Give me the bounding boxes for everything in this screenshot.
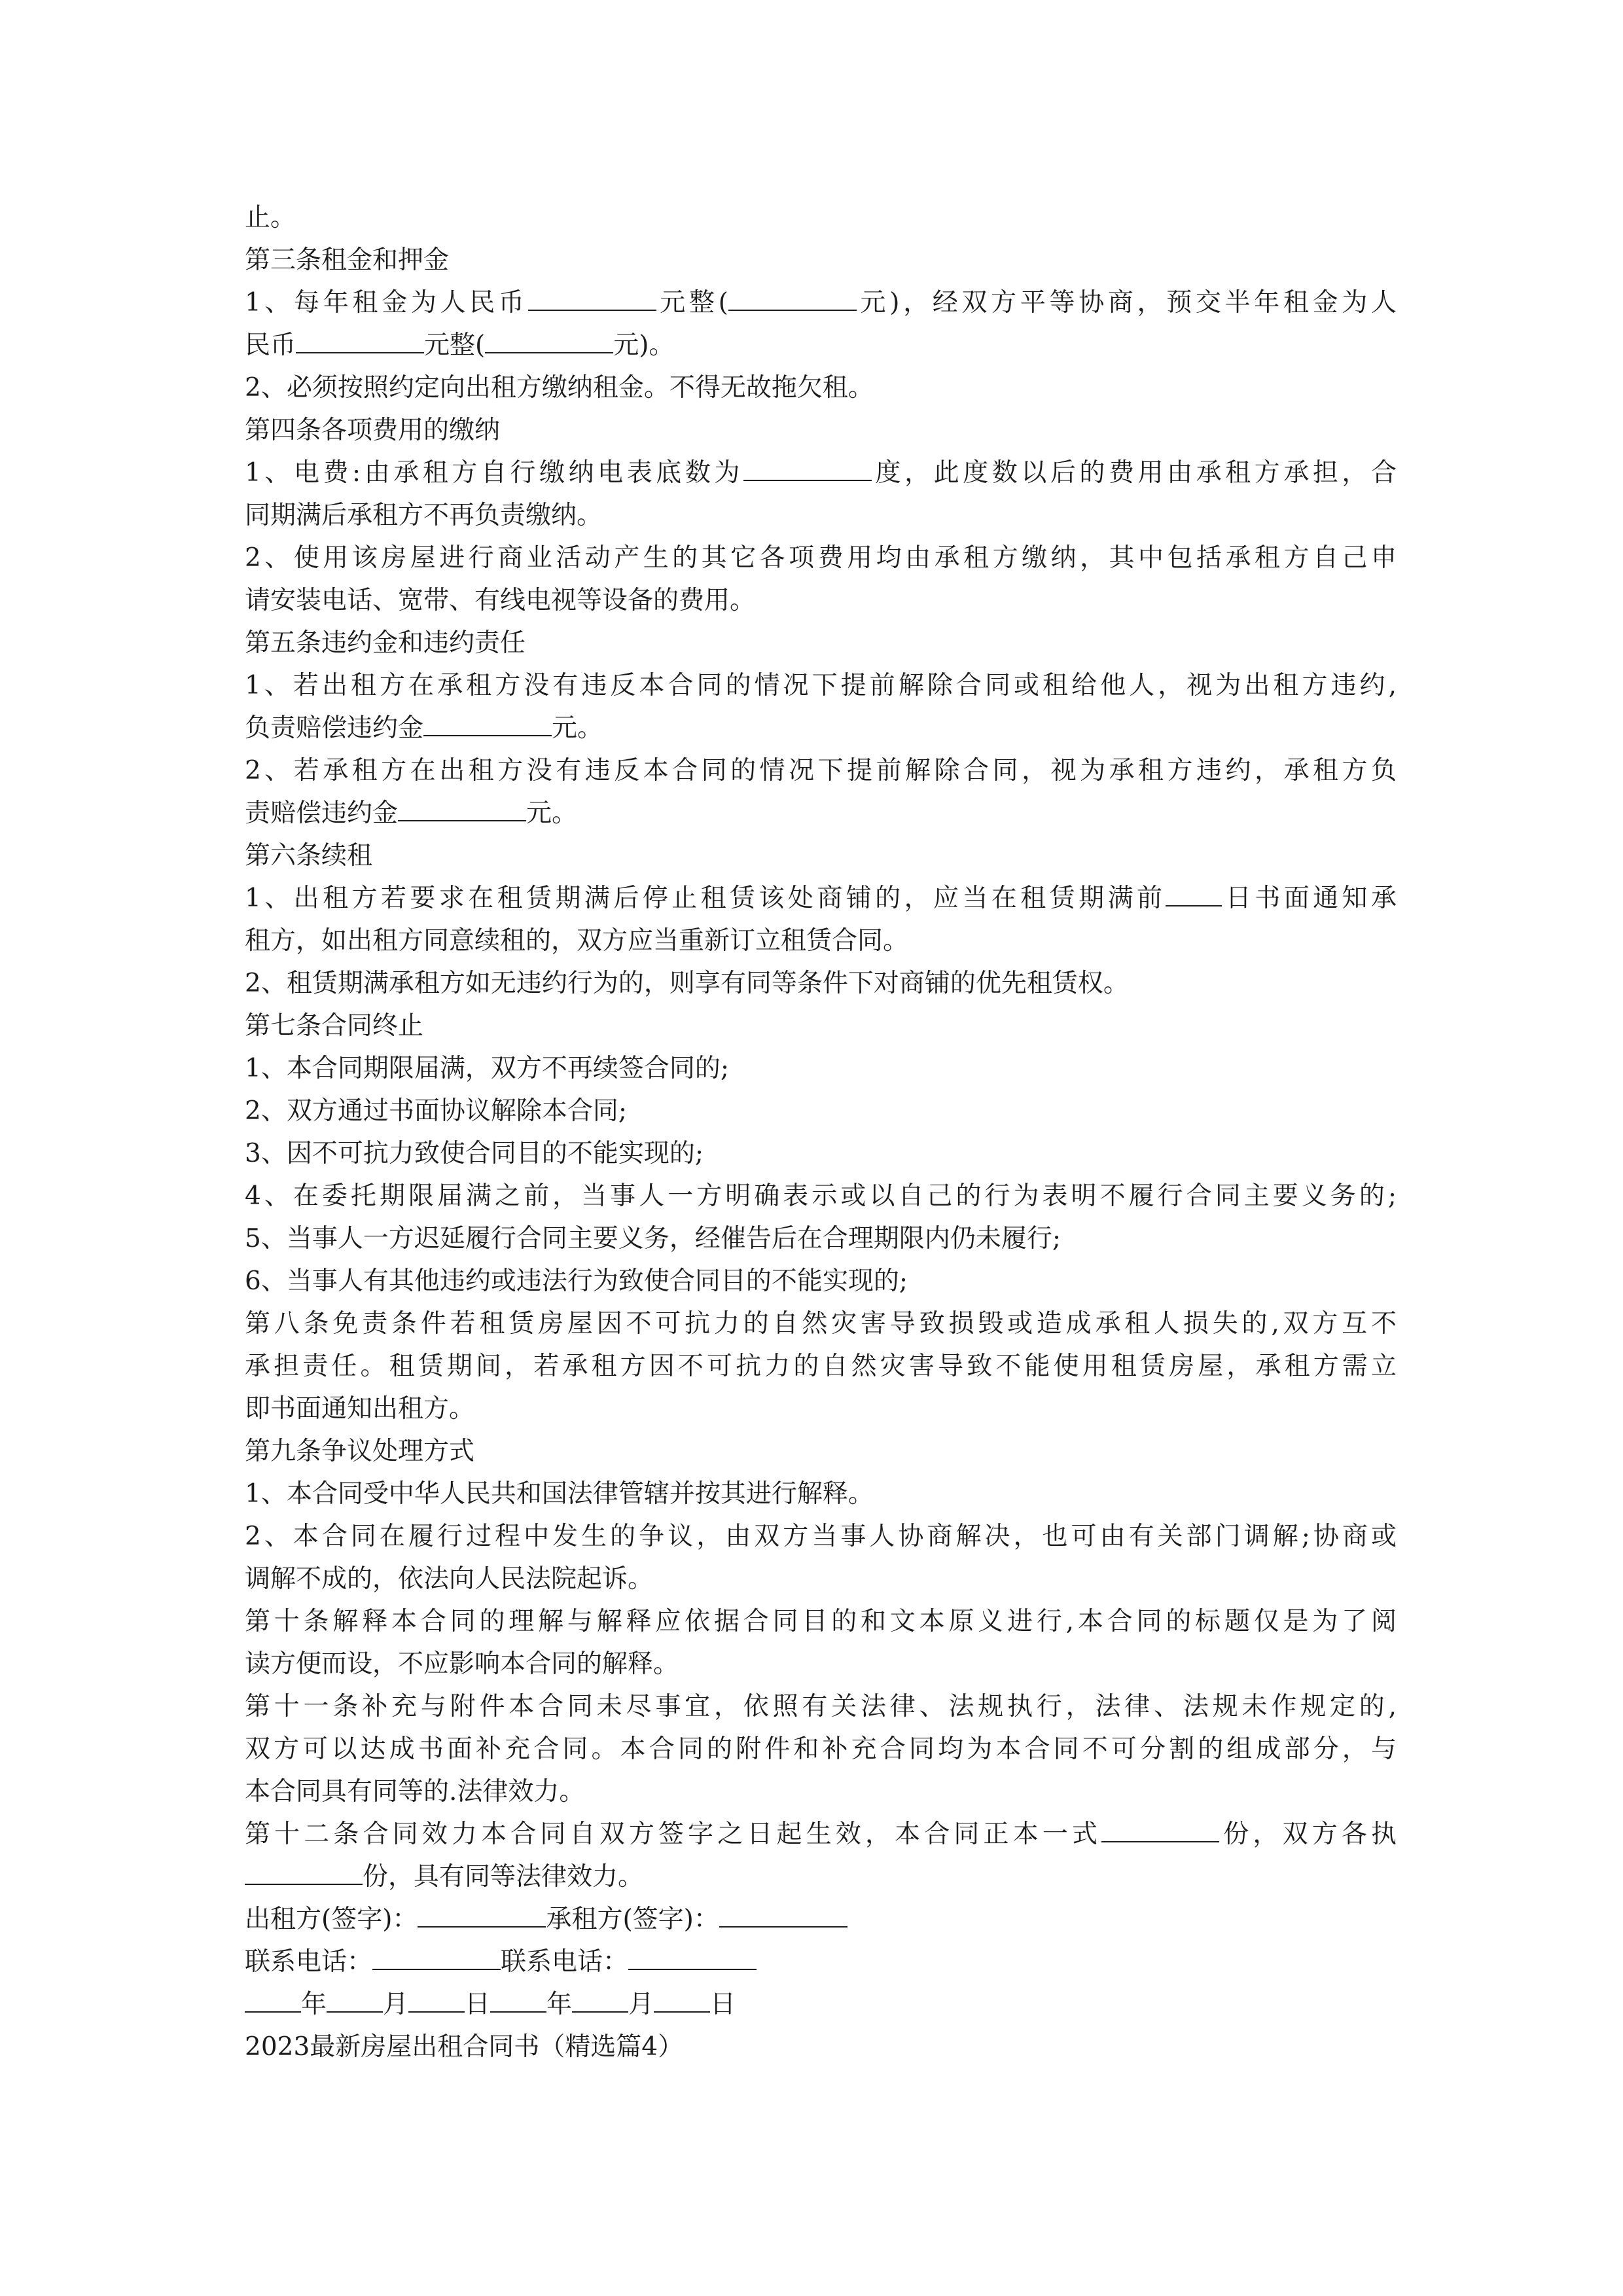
text-line (245, 196, 1397, 239)
year-label: 年 (546, 1990, 573, 2019)
month-label: 月 (383, 1990, 409, 2019)
fill-blank[interactable] (423, 709, 552, 736)
text-line (245, 1685, 1397, 1728)
line-text: 1、出租方若要求在租赁期满后停止租赁该处商铺的，应当在租赁期满前 (245, 884, 1166, 913)
text-line (245, 707, 1397, 749)
section-heading (245, 409, 1397, 452)
line-text: 2、租赁期满承租方如无违约行为的，则享有同等条件下对商铺的优先租赁权。 (245, 969, 1129, 998)
line-text: 元整( (424, 331, 486, 360)
text-line (245, 1643, 1397, 1685)
fill-blank[interactable] (743, 454, 872, 481)
fill-blank[interactable] (1166, 879, 1222, 906)
line-text: 即书面通知出租方。 (245, 1394, 475, 1424)
year-blank[interactable] (490, 1985, 546, 2013)
text-line (245, 749, 1397, 792)
fill-blank[interactable] (1101, 1815, 1219, 1842)
line-text: 第十条解释本合同的理解与解释应依据合同目的和文本原义进行,本合同的标题仅是为了阅 (245, 1607, 1397, 1636)
line-text: 元)，经双方平等协商，预交半年租金为人 (856, 288, 1397, 317)
section-heading (245, 1005, 1397, 1047)
heading-rent-deposit: 第三条租金和押金 (245, 245, 450, 275)
text-line (245, 1558, 1397, 1600)
line-text: 承担责任。租赁期间，若承租方因不可抗力的自然灾害导致不能使用租赁房屋，承租方需立 (245, 1352, 1397, 1381)
line-text: 1、本合同受中华人民共和国法律管辖并按其进行解释。 (245, 1479, 874, 1509)
line-text: 元。 (526, 798, 578, 828)
year-label: 年 (301, 1990, 327, 2019)
fill-blank[interactable] (528, 283, 656, 311)
date-line (245, 1983, 1397, 2026)
text-line (245, 1600, 1397, 1643)
text-line (245, 367, 1397, 409)
lessor-phone-blank[interactable] (372, 1943, 501, 1970)
contract-body (245, 196, 1397, 2068)
text-line (245, 1388, 1397, 1430)
text-line (245, 281, 1397, 324)
lessee-phone-blank[interactable] (628, 1943, 757, 1970)
text-line (245, 1473, 1397, 1515)
text-line (245, 1132, 1397, 1175)
lessor-signature-blank[interactable] (418, 1900, 546, 1928)
fill-blank[interactable] (296, 326, 424, 353)
text-line (245, 1047, 1397, 1090)
lessee-signature-label: 承租方(签字)： (546, 1905, 719, 1934)
month-label: 月 (628, 1990, 654, 2019)
line-text: 第八条免责条件若租赁房屋因不可抗力的自然灾害导致损毁或造成承租人损失的,双方互不 (245, 1309, 1397, 1338)
heading-renewal: 第六条续租 (245, 841, 373, 870)
month-blank[interactable] (327, 1985, 383, 2013)
fill-blank[interactable] (245, 1857, 363, 1885)
section-heading (245, 834, 1397, 877)
text-line (245, 792, 1397, 834)
day-label: 日 (465, 1990, 491, 2019)
line-text: 元整( (656, 288, 728, 317)
next-section-title (245, 2026, 1397, 2068)
text-line (245, 1345, 1397, 1388)
line-text: 同期满后承租方不再负责缴纳。 (245, 501, 603, 530)
day-label: 日 (710, 1990, 736, 2019)
text-line (245, 1260, 1397, 1302)
line-text: 日书面通知承 (1222, 884, 1397, 913)
text-line (245, 1217, 1397, 1260)
next-contract-title: 2023最新房屋出租合同书（精选篇4） (245, 2032, 684, 2062)
text-line (245, 1813, 1397, 1856)
phone-line (245, 1941, 1397, 1983)
month-blank[interactable] (572, 1985, 628, 2013)
line-text: 本合同具有同等的.法律效力。 (245, 1777, 585, 1806)
heading-disputes: 第九条争议处理方式 (245, 1437, 475, 1466)
text-line (245, 1770, 1397, 1813)
text-line (245, 452, 1397, 494)
line-text: 第十二条合同效力本合同自双方签字之日起生效，本合同正本一式 (245, 1820, 1102, 1849)
lessor-signature-label: 出租方(签字)： (245, 1905, 418, 1934)
lessee-signature-blank[interactable] (719, 1900, 847, 1928)
fill-blank[interactable] (398, 794, 526, 821)
signature-line (245, 1898, 1397, 1941)
line-text: 1、若出租方在承租方没有违反本合同的情况下提前解除合同或租给他人，视为出租方违约, (245, 671, 1397, 700)
line-text: 份，具有同等法律效力。 (363, 1862, 644, 1892)
line-text: 1、电费:由承租方自行缴纳电表底数为 (245, 458, 743, 488)
day-blank[interactable] (654, 1985, 710, 2013)
line-text: 3、因不可抗力致使合同目的不能实现的; (245, 1139, 704, 1168)
section-heading (245, 622, 1397, 664)
text-line (245, 664, 1397, 707)
text-line (245, 1515, 1397, 1558)
line-text: 责赔偿违约金 (245, 798, 399, 828)
text-line (245, 920, 1397, 962)
text-line (245, 877, 1397, 920)
heading-fees: 第四条各项费用的缴纳 (245, 416, 501, 445)
text-line (245, 324, 1397, 367)
line-text: 2、若承租方在出租方没有违反本合同的情况下提前解除合同，视为承租方违约，承租方负 (245, 756, 1397, 785)
line-text: 双方可以达成书面补充合同。本合同的附件和补充合同均为本合同不可分割的组成部分，与 (245, 1734, 1397, 1764)
section-heading (245, 239, 1397, 281)
line-text: 民币 (245, 331, 296, 360)
day-blank[interactable] (408, 1985, 465, 2013)
line-text: 2、本合同在履行过程中发生的争议，由双方当事人协商解决，也可由有关部门调解;协商或 (245, 1522, 1397, 1551)
line-text: 份，双方各执 (1219, 1820, 1397, 1849)
text-line (245, 579, 1397, 622)
line-text: 负责赔偿违约金 (245, 713, 424, 743)
section-heading (245, 1430, 1397, 1473)
lessor-phone-label: 联系电话： (245, 1947, 373, 1977)
line-text: 元)。 (613, 331, 675, 360)
line-text: 4、在委托期限届满之前，当事人一方明确表示或以自己的行为表明不履行合同主要义务的; (245, 1181, 1397, 1211)
line-text: 度，此度数以后的费用由承租方承担，合 (871, 458, 1397, 488)
lessee-phone-label: 联系电话： (501, 1947, 629, 1977)
line-text: 2、使用该房屋进行商业活动产生的其它各项费用均由承租方缴纳，其中包括承租方自己申 (245, 543, 1397, 573)
text-line (245, 1175, 1397, 1217)
line-text: 元。 (552, 713, 603, 743)
text-line (245, 1090, 1397, 1132)
line-text: 第十一条补充与附件本合同未尽事宜，依照有关法律、法规执行，法律、法规未作规定的, (245, 1692, 1397, 1721)
line-text: 2、必须按照约定向出租方缴纳租金。不得无故拖欠租。 (245, 373, 874, 403)
heading-termination: 第七条合同终止 (245, 1011, 424, 1041)
line-text: 1、本合同期限届满，双方不再续签合同的; (245, 1054, 729, 1083)
text-line (245, 494, 1397, 537)
heading-breach: 第五条违约金和违约责任 (245, 628, 526, 658)
text-line (245, 1728, 1397, 1770)
line-text: 调解不成的，依法向人民法院起诉。 (245, 1564, 654, 1594)
line-text: 2、双方通过书面协议解除本合同; (245, 1096, 627, 1126)
fill-blank[interactable] (728, 283, 857, 311)
line-text: 租方，如出租方同意续租的，双方应当重新订立租赁合同。 (245, 926, 909, 956)
line-text: 1、每年租金为人民币 (245, 288, 528, 317)
fill-blank[interactable] (485, 326, 613, 353)
text-line (245, 537, 1397, 579)
line-text: 止。 (245, 203, 296, 232)
line-text: 5、当事人一方迟延履行合同主要义务，经催告后在合理期限内仍未履行; (245, 1224, 1061, 1253)
line-text: 读方便而设，不应影响本合同的解释。 (245, 1649, 679, 1679)
text-line (245, 962, 1397, 1005)
year-blank[interactable] (245, 1985, 301, 2013)
line-text: 请安装电话、宽带、有线电视等设备的费用。 (245, 586, 756, 615)
line-text: 6、当事人有其他违约或违法行为致使合同目的不能实现的; (245, 1266, 908, 1296)
text-line (245, 1302, 1397, 1345)
text-line (245, 1856, 1397, 1898)
